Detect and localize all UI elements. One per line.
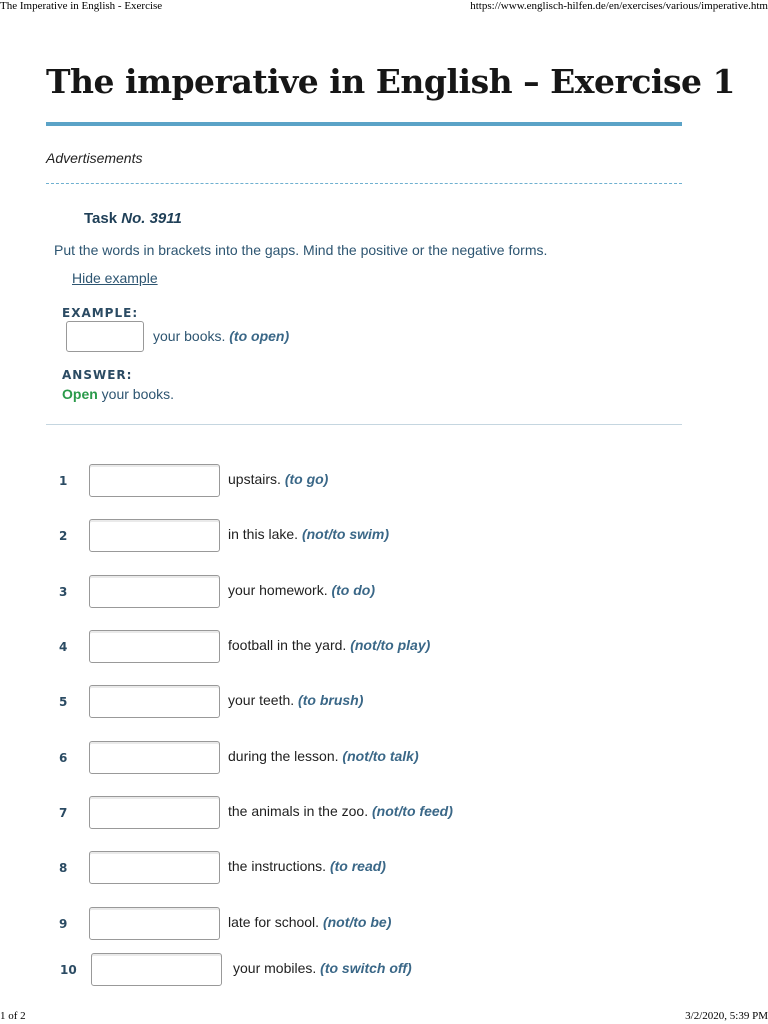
answer-input[interactable] (89, 464, 220, 497)
answer-rest: your books. (101, 386, 175, 402)
question-sentence: your mobiles. (233, 960, 317, 976)
question-sentence: the animals in the zoo. (228, 803, 369, 819)
answer-word: Open (62, 386, 98, 402)
example-sentence-text: your books. (153, 328, 226, 344)
hide-example-link[interactable]: Hide example (72, 270, 158, 286)
answer-input[interactable] (91, 953, 222, 986)
example-sentence (153, 328, 289, 344)
question-text (233, 960, 412, 976)
answer-input[interactable] (89, 907, 220, 940)
task-instructions: Put the words in brackets into the gaps. Mind the positive or the negative forms. (54, 242, 548, 258)
print-datetime: 3/2/2020, 5:39 PM (685, 1010, 768, 1022)
ads-divider (46, 183, 682, 184)
print-header (0, 0, 768, 14)
example-hint: (to open) (229, 328, 290, 344)
question-number: 5 (59, 695, 68, 709)
question-hint: (not/to feed) (371, 803, 453, 819)
print-page-title: The Imperative in English - Exercise (0, 0, 163, 12)
question-row (0, 575, 768, 609)
question-hint: (to go) (284, 471, 329, 487)
question-sentence: during the lesson. (228, 748, 339, 764)
answer-line (62, 386, 174, 402)
question-number: 10 (60, 963, 77, 977)
answer-input[interactable] (89, 851, 220, 884)
question-row (0, 741, 768, 775)
task-number: No. 3911 (121, 210, 182, 227)
advertisements-label: Advertisements (46, 150, 143, 166)
question-number: 7 (59, 806, 68, 820)
question-number: 2 (59, 529, 68, 543)
question-hint: (not/to swim) (301, 526, 390, 542)
example-divider (46, 424, 682, 425)
question-number: 3 (59, 585, 68, 599)
question-row (0, 685, 768, 719)
question-text (228, 526, 389, 542)
question-sentence: football in the yard. (228, 637, 347, 653)
answer-input[interactable] (89, 575, 220, 608)
example-label: EXAMPLE: (62, 306, 139, 320)
question-hint: (to brush) (298, 692, 364, 708)
question-sentence: the instructions. (228, 858, 327, 874)
answer-input[interactable] (89, 741, 220, 774)
question-text (228, 748, 419, 764)
question-hint: (to read) (329, 858, 386, 874)
question-sentence: your homework. (228, 582, 328, 598)
question-number: 6 (59, 751, 68, 765)
question-hint: (not/to be) (322, 914, 392, 930)
question-sentence: upstairs. (228, 471, 281, 487)
answer-input[interactable] (89, 796, 220, 829)
title-divider (46, 122, 682, 126)
question-hint: (to do) (331, 582, 376, 598)
task-prefix: Task (84, 210, 118, 227)
question-text (228, 471, 328, 487)
question-row (0, 519, 768, 553)
question-text (228, 582, 375, 598)
answer-input[interactable] (89, 685, 220, 718)
print-url: https://www.englisch-hilfen.de/en/exercises/various/imperative.htm (470, 0, 768, 12)
question-text (228, 914, 391, 930)
question-text (228, 803, 453, 819)
question-row (0, 796, 768, 830)
question-row (0, 630, 768, 664)
question-row (0, 464, 768, 498)
question-number: 1 (59, 474, 68, 488)
question-hint: (not/to play) (350, 637, 431, 653)
print-page-counter: 1 of 2 (0, 1010, 26, 1022)
answer-input[interactable] (89, 630, 220, 663)
answer-input[interactable] (89, 519, 220, 552)
question-number: 9 (59, 917, 68, 931)
question-text (228, 692, 363, 708)
example-input[interactable] (66, 321, 144, 352)
question-hint: (not/to talk) (342, 748, 419, 764)
question-sentence: your teeth. (228, 692, 295, 708)
question-sentence: late for school. (228, 914, 320, 930)
task-heading (84, 210, 182, 227)
question-text (228, 637, 430, 653)
page-title: The imperative in English – Exercise 1 (46, 62, 735, 101)
question-number: 4 (59, 640, 68, 654)
question-number: 8 (59, 861, 68, 875)
question-row (0, 907, 768, 941)
question-hint: (to switch off) (320, 960, 412, 976)
answer-label: ANSWER: (62, 368, 133, 382)
question-row (0, 953, 768, 987)
question-sentence: in this lake. (228, 526, 299, 542)
print-footer (0, 1010, 768, 1024)
question-row (0, 851, 768, 885)
question-text (228, 858, 386, 874)
